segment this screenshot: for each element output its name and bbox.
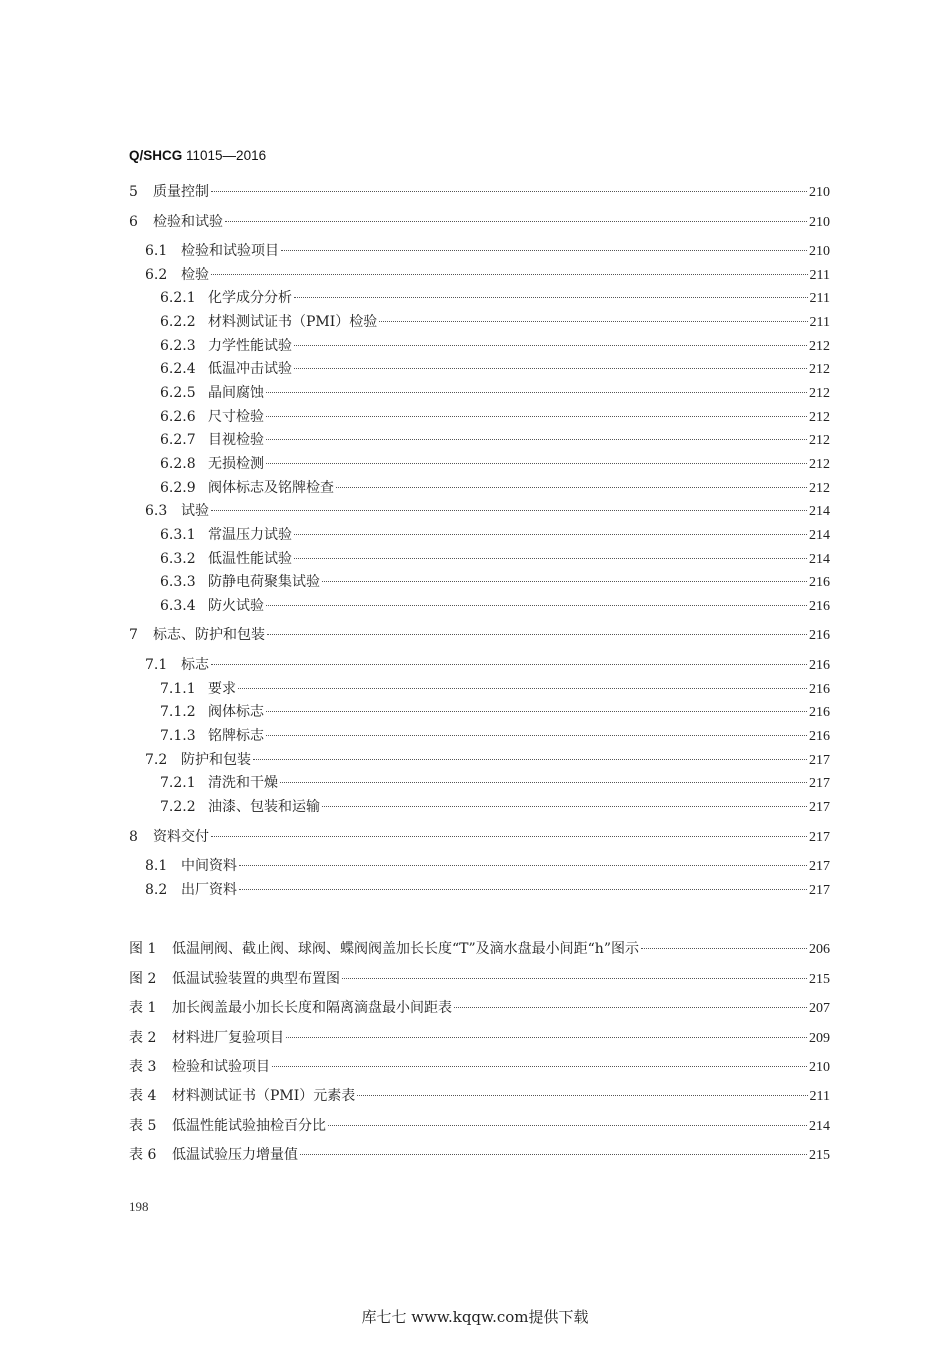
toc-number: 6.2	[145, 267, 168, 283]
leader-dots	[266, 463, 807, 464]
toc-page: 217	[809, 830, 830, 845]
toc-title: 油漆、包装和运输	[208, 799, 320, 815]
toc-title: 阀体标志	[208, 704, 264, 720]
figure-entry[interactable]	[129, 939, 830, 959]
toc-number: 7.2	[145, 752, 168, 768]
toc-page: 212	[809, 386, 830, 401]
toc-number: 6.2.2	[160, 314, 196, 330]
table-entry[interactable]	[129, 1145, 830, 1165]
leader-dots	[267, 634, 807, 635]
toc-number: 7.1.1	[160, 681, 196, 697]
toc-number: 6.2.4	[160, 361, 196, 377]
toc-title: 目视检验	[208, 432, 264, 448]
toc-number: 7.1	[145, 657, 168, 673]
toc-title: 常温压力试验	[208, 527, 292, 543]
leader-dots	[272, 1066, 807, 1067]
toc-page: 212	[809, 457, 830, 472]
toc-page: 216	[809, 729, 830, 744]
leader-dots	[266, 711, 807, 712]
table-title: 材料进厂复验项目	[172, 1030, 284, 1046]
leader-dots	[253, 759, 807, 760]
leader-dots	[294, 558, 807, 559]
toc-page: 211	[809, 268, 830, 283]
toc-page: 210	[809, 244, 830, 259]
toc-number: 6.3.2	[160, 551, 196, 567]
toc-page: 216	[809, 628, 830, 643]
toc-number: 7.2.2	[160, 799, 196, 815]
toc-number: 6.3.3	[160, 574, 196, 590]
table-page: 215	[809, 1148, 830, 1163]
table-title: 材料测试证书（PMI）元素表	[172, 1088, 356, 1104]
leader-dots	[280, 782, 807, 783]
toc-page: 217	[809, 776, 830, 791]
toc-entry[interactable]	[160, 773, 830, 793]
table-title: 低温性能试验抽检百分比	[172, 1118, 326, 1134]
toc-title: 晶间腐蚀	[208, 385, 264, 401]
toc-number: 6.2.1	[160, 290, 196, 306]
figure-number: 图 2	[129, 971, 157, 987]
leader-dots	[641, 948, 807, 949]
toc-page: 212	[809, 362, 830, 377]
toc-title: 试验	[181, 503, 209, 519]
toc-title: 清洗和干燥	[208, 775, 278, 791]
toc-page: 217	[809, 883, 830, 898]
leader-dots	[238, 688, 807, 689]
document-code-number: 11015—2016	[182, 148, 267, 163]
toc-number: 7	[129, 627, 138, 643]
toc-page: 212	[809, 339, 830, 354]
toc-number: 5	[129, 184, 138, 200]
leader-dots	[294, 345, 807, 346]
table-number: 表 6	[129, 1147, 157, 1163]
leader-dots	[266, 392, 807, 393]
table-entry[interactable]	[129, 1086, 830, 1106]
toc-entry[interactable]	[160, 525, 830, 545]
toc-page: 216	[809, 682, 830, 697]
toc-page: 216	[809, 705, 830, 720]
toc-page: 212	[809, 433, 830, 448]
toc-title: 标志	[181, 657, 209, 673]
leader-dots	[211, 836, 807, 837]
toc-page: 211	[809, 315, 830, 330]
toc-number: 6.3.1	[160, 527, 196, 543]
toc-title: 铭牌标志	[208, 728, 264, 744]
page-number: 198	[129, 1199, 149, 1214]
leader-dots	[379, 321, 807, 322]
leader-dots	[294, 297, 808, 298]
toc-title: 低温冲击试验	[208, 361, 292, 377]
table-number: 表 2	[129, 1030, 157, 1046]
toc-number: 6.2.3	[160, 338, 196, 354]
toc-entry[interactable]	[145, 856, 830, 876]
leader-dots	[211, 274, 808, 275]
toc-entry[interactable]	[160, 407, 830, 427]
toc-number: 8	[129, 829, 138, 845]
table-number: 表 4	[129, 1088, 157, 1104]
toc-entry[interactable]	[160, 288, 830, 308]
toc-page: 216	[809, 575, 830, 590]
toc-entry[interactable]	[145, 750, 830, 770]
toc-page: 210	[809, 215, 830, 230]
toc-number: 6.1	[145, 243, 168, 259]
toc-entry[interactable]	[129, 827, 830, 847]
leader-dots	[322, 581, 807, 582]
leader-dots	[454, 1007, 807, 1008]
toc-entry[interactable]	[160, 312, 830, 332]
toc-number: 6.2.5	[160, 385, 196, 401]
leader-dots	[211, 510, 807, 511]
toc-number: 7.1.2	[160, 704, 196, 720]
toc-page: 217	[809, 859, 830, 874]
toc-page: 212	[809, 481, 830, 496]
toc-number: 6.3	[145, 503, 168, 519]
table-title: 检验和试验项目	[172, 1059, 270, 1075]
toc-entry[interactable]	[145, 265, 830, 285]
leader-dots	[300, 1154, 807, 1155]
leader-dots	[266, 735, 807, 736]
toc-number: 6.2.8	[160, 456, 196, 472]
toc-title: 无损检测	[208, 456, 264, 472]
toc-entry[interactable]	[145, 501, 830, 521]
toc-entry[interactable]	[160, 797, 830, 817]
table-page: 209	[809, 1031, 830, 1046]
toc-entry[interactable]	[160, 336, 830, 356]
figure-page: 215	[809, 972, 830, 987]
toc-page: 217	[809, 800, 830, 815]
leader-dots	[211, 191, 807, 192]
toc-title: 防静电荷聚集试验	[208, 574, 320, 590]
figure-number: 图 1	[129, 941, 157, 957]
toc-number: 7.2.1	[160, 775, 196, 791]
toc-title: 力学性能试验	[208, 338, 292, 354]
toc-number: 7.1.3	[160, 728, 196, 744]
table-entry[interactable]	[129, 1028, 830, 1048]
toc-number: 8.1	[145, 858, 168, 874]
table-title: 加长阀盖最小加长长度和隔离滴盘最小间距表	[172, 1000, 452, 1016]
toc-page: 211	[809, 291, 830, 306]
table-number: 表 3	[129, 1059, 157, 1075]
toc-entry[interactable]	[129, 212, 830, 232]
toc-number: 6.2.6	[160, 409, 196, 425]
toc-title: 阀体标志及铭牌检查	[208, 480, 334, 496]
table-page: 214	[809, 1119, 830, 1134]
leader-dots	[357, 1095, 807, 1096]
toc-title: 资料交付	[153, 829, 209, 845]
toc-title: 化学成分分析	[208, 290, 292, 306]
table-page: 211	[809, 1089, 830, 1104]
leader-dots	[239, 889, 807, 890]
leader-dots	[266, 439, 807, 440]
toc-entry[interactable]	[160, 478, 830, 498]
toc-entry[interactable]	[160, 430, 830, 450]
leader-dots	[286, 1037, 807, 1038]
table-number: 表 1	[129, 1000, 157, 1016]
toc-entry[interactable]	[129, 625, 830, 645]
toc-entry[interactable]	[160, 702, 830, 722]
toc-page: 216	[809, 599, 830, 614]
toc-entry[interactable]	[160, 549, 830, 569]
toc-number: 6.2.7	[160, 432, 196, 448]
toc-title: 检验和试验项目	[181, 243, 279, 259]
toc-title: 检验	[181, 267, 209, 283]
table-entry[interactable]	[129, 1116, 830, 1136]
toc-title: 要求	[208, 681, 236, 697]
toc-entry[interactable]	[145, 880, 830, 900]
leader-dots	[294, 534, 807, 535]
toc-title: 中间资料	[181, 858, 237, 874]
toc-page: 210	[809, 185, 830, 200]
toc-title: 防火试验	[208, 598, 264, 614]
leader-dots	[266, 416, 807, 417]
toc-number: 6.3.4	[160, 598, 196, 614]
toc-title: 防护和包装	[181, 752, 251, 768]
toc-page: 214	[809, 504, 830, 519]
toc-title: 出厂资料	[181, 882, 237, 898]
toc-page: 214	[809, 552, 830, 567]
toc-number: 6.2.9	[160, 480, 196, 496]
toc-entry[interactable]	[160, 359, 830, 379]
table-entry[interactable]	[129, 1057, 830, 1077]
toc-title: 质量控制	[153, 184, 209, 200]
table-title: 低温试验压力增量值	[172, 1147, 298, 1163]
document-code	[129, 148, 266, 163]
toc-title: 低温性能试验	[208, 551, 292, 567]
toc-title: 标志、防护和包装	[153, 627, 265, 643]
toc-entry[interactable]	[145, 655, 830, 675]
leader-dots	[266, 605, 807, 606]
table-page: 207	[809, 1001, 830, 1016]
toc-title: 材料测试证书（PMI）检验	[208, 314, 378, 330]
leader-dots	[328, 1125, 807, 1126]
download-footer: 库七七 www.kqqw.com提供下载	[361, 1308, 589, 1326]
leader-dots	[336, 487, 807, 488]
toc-entry[interactable]	[160, 454, 830, 474]
toc-entry[interactable]	[160, 383, 830, 403]
toc-entry[interactable]	[145, 241, 830, 261]
figure-title: 低温闸阀、截止阀、球阀、蝶阀阀盖加长长度“T”及滴水盘最小间距“h”图示	[172, 941, 639, 957]
table-page: 210	[809, 1060, 830, 1075]
leader-dots	[239, 865, 807, 866]
leader-dots	[294, 368, 807, 369]
document-code-prefix: Q/SHCG	[129, 148, 183, 163]
toc-entry[interactable]	[160, 572, 830, 592]
toc-page: 216	[809, 658, 830, 673]
toc-number: 8.2	[145, 882, 168, 898]
leader-dots	[342, 978, 807, 979]
toc-title: 检验和试验	[153, 214, 223, 230]
toc-entry[interactable]	[129, 182, 830, 202]
toc-title: 尺寸检验	[208, 409, 264, 425]
leader-dots	[322, 806, 807, 807]
leader-dots	[211, 664, 807, 665]
toc-entry[interactable]	[160, 679, 830, 699]
toc-page: 214	[809, 528, 830, 543]
table-number: 表 5	[129, 1118, 157, 1134]
figure-title: 低温试验装置的典型布置图	[172, 971, 340, 987]
leader-dots	[225, 221, 807, 222]
toc-page: 217	[809, 753, 830, 768]
figure-page: 206	[809, 942, 830, 957]
toc-entry[interactable]	[160, 726, 830, 746]
toc-number: 6	[129, 214, 138, 230]
leader-dots	[281, 250, 807, 251]
figure-entry[interactable]	[129, 969, 830, 989]
table-entry[interactable]	[129, 998, 830, 1018]
toc-page: 212	[809, 410, 830, 425]
toc-entry[interactable]	[160, 596, 830, 616]
